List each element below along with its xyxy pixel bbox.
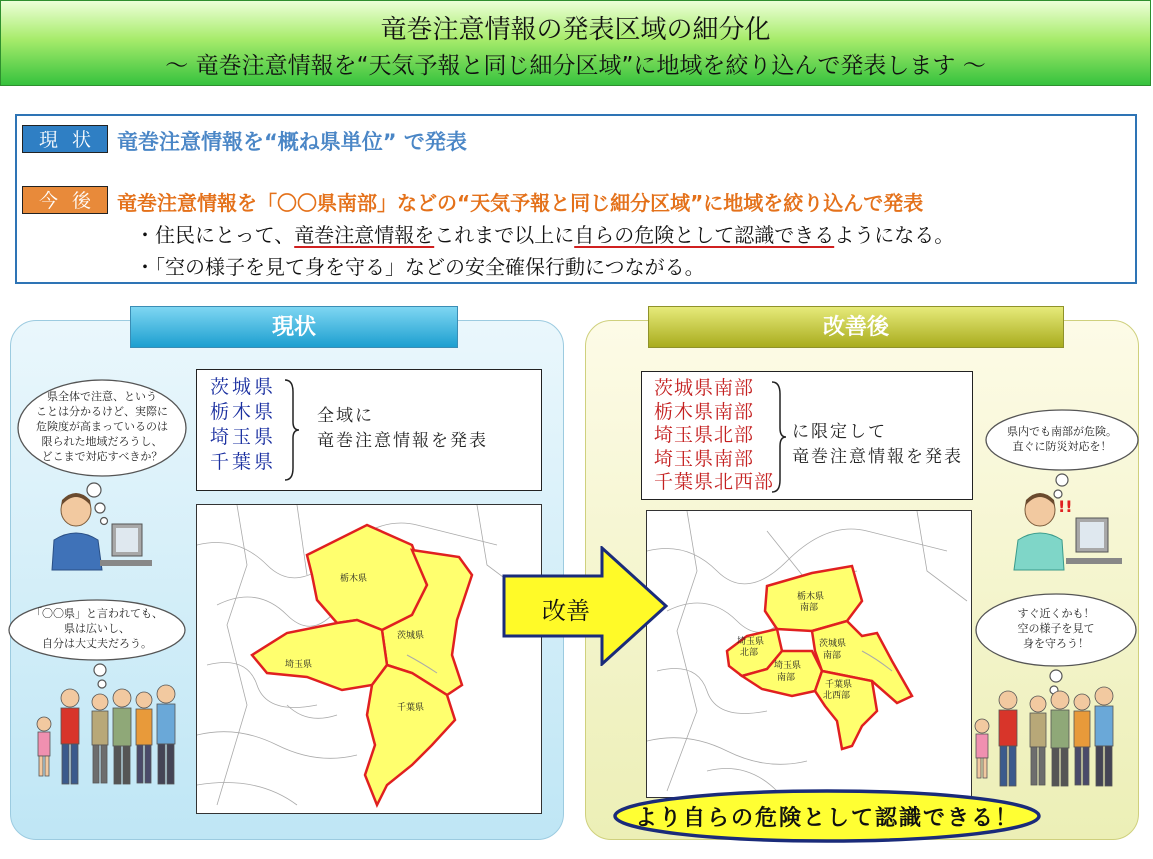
bubble-line: ことは分かるけど、実際に xyxy=(36,405,168,418)
current-regions-box xyxy=(196,369,542,491)
bullet1-part-c: これまで以上に xyxy=(434,223,575,247)
kanto-map-improved xyxy=(647,511,971,797)
bullet1-part-d: 自らの危険として認識できる xyxy=(574,223,835,247)
map-label-saitama-south-1: 埼玉県 xyxy=(774,661,802,671)
region-item: 栃木県南部 xyxy=(654,400,755,423)
alert-worker-illustration xyxy=(1000,488,1140,578)
region-item: 埼玉県南部 xyxy=(654,447,755,470)
bubble-line: 県全体で注意、という xyxy=(47,390,157,403)
exclamation-marks: !! xyxy=(1058,497,1073,516)
page-header xyxy=(0,0,1151,86)
improved-map xyxy=(646,510,972,798)
thought-bubble-4-text xyxy=(976,606,1136,651)
region-item: 栃木県 xyxy=(210,401,277,423)
page-title: 竜巻注意情報の発表区域の細分化 xyxy=(380,15,771,45)
thought-bubble-2-text xyxy=(14,606,180,651)
map-label-ibaraki-south-1: 茨城県 xyxy=(819,639,847,649)
future-description: 竜巻注意情報を「〇〇県南部」などの“天気予報と同じ細分区域”に地域を絞り込んで発表 xyxy=(117,191,924,215)
bubble-line: 自分は大丈夫だろう。 xyxy=(42,637,152,650)
bullet1-part-a: ・住民にとって、 xyxy=(135,223,295,247)
brace-icon xyxy=(770,380,788,494)
region-item: 埼玉県 xyxy=(210,426,277,448)
bubble-line: 県内でも南部が危険。 xyxy=(1007,425,1117,438)
bubble-line: 限られた地域だろうし、 xyxy=(41,435,163,448)
region-saitama xyxy=(252,620,387,690)
improved-regions-box xyxy=(641,371,973,500)
map-label-chiba-nw-2: 北西部 xyxy=(823,691,851,701)
conclusion-text: より自らの危険として認識できる！ xyxy=(634,806,1019,831)
bubble-line: 身を守ろう！ xyxy=(1023,637,1089,650)
bubble-line: 直ぐに防災対応を！ xyxy=(1012,440,1112,453)
thought-bubble-3-text xyxy=(984,424,1140,454)
bubble-line: 「〇〇県」と言われても、 xyxy=(31,607,163,620)
region-item: 埼玉県北部 xyxy=(654,424,755,446)
map-label-saitama: 埼玉県 xyxy=(285,660,313,670)
current-note xyxy=(317,404,488,454)
brace-icon xyxy=(283,378,301,482)
improved-note xyxy=(792,420,963,470)
region-item: 茨城県南部 xyxy=(654,377,755,399)
future-tag: 今後 xyxy=(22,186,108,214)
arrow-label: 改善 xyxy=(542,597,590,625)
map-label-saitama-south-2: 南部 xyxy=(777,673,796,683)
bubble-line: どこまで対応すべきか？ xyxy=(41,450,163,463)
map-label-tochigi-south-1: 栃木県 xyxy=(797,592,825,602)
bubble-line: 県は広いし、 xyxy=(64,622,130,635)
note-line: に限定して xyxy=(792,422,887,442)
note-line: 竜巻注意情報を発表 xyxy=(317,431,488,451)
map-label-chiba: 千葉県 xyxy=(397,703,425,713)
note-line: 竜巻注意情報を発表 xyxy=(792,447,963,467)
info-box xyxy=(15,114,1137,284)
bullet1-part-e: ようになる。 xyxy=(834,223,955,247)
current-tag: 現状 xyxy=(22,125,108,153)
family-illustration xyxy=(30,680,190,790)
note-line: 全域に xyxy=(317,406,374,426)
bubble-line: 空の様子を見て xyxy=(1017,622,1095,635)
map-label-chiba-nw-1: 千葉県 xyxy=(825,680,853,690)
bullet1-part-b: 竜巻注意情報を xyxy=(294,223,435,247)
region-item: 茨城県 xyxy=(210,376,277,398)
map-label-saitama-north-1: 埼玉県 xyxy=(737,637,765,647)
map-label-saitama-north-2: 北部 xyxy=(740,648,759,658)
benefit-bullet-1 xyxy=(135,219,954,248)
family-illustration-right xyxy=(968,682,1128,792)
office-worker-illustration xyxy=(40,490,160,578)
improved-region-list xyxy=(654,377,774,495)
thought-bubble-1-text xyxy=(22,389,182,464)
current-map xyxy=(196,504,542,814)
region-item: 千葉県 xyxy=(210,451,277,473)
bubble-line: すぐ近くかも！ xyxy=(1017,607,1095,620)
current-banner: 現状 xyxy=(130,306,458,348)
kanto-map-current xyxy=(197,505,541,813)
map-label-ibaraki: 茨城県 xyxy=(397,631,425,641)
map-label-ibaraki-south-2: 南部 xyxy=(823,651,842,661)
improved-banner: 改善後 xyxy=(648,306,1064,348)
page-subtitle: ～ 竜巻注意情報を“天気予報と同じ細分区域”に地域を絞り込んで発表します ～ xyxy=(165,53,986,79)
benefit-bullet-2: ・「空の様子を見て身を守る」などの安全確保行動につながる。 xyxy=(135,255,705,279)
current-description: 竜巻注意情報を“概ね県単位” で発表 xyxy=(117,130,467,154)
map-label-tochigi: 栃木県 xyxy=(340,574,368,584)
bubble-line: 危険度が高まっているのは xyxy=(36,420,168,433)
map-label-tochigi-south-2: 南部 xyxy=(800,603,819,613)
region-item: 千葉県北西部 xyxy=(654,471,775,493)
current-region-list xyxy=(210,375,276,475)
